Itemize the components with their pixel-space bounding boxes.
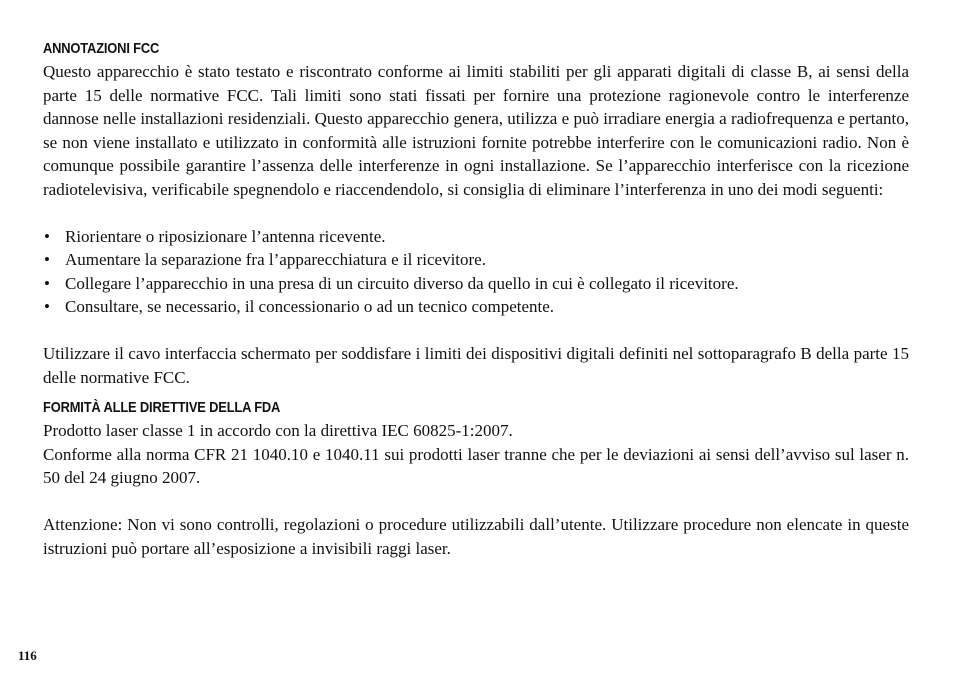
list-item xyxy=(43,225,909,249)
list-item xyxy=(43,295,909,319)
fda-line-1: Prodotto laser classe 1 in accordo con la direttiva IEC 60825-1:2007. xyxy=(43,421,513,440)
bullet-icon: • xyxy=(44,250,50,269)
list-item-text: Consultare, se necessario, il concessionario o ad un tecnico competente. xyxy=(65,297,555,316)
spacer xyxy=(43,389,909,397)
fda-line-2: Conforme alla norma CFR 21 1040.10 e 1040.11 sui prodotti laser tranne che per le deviazioni ai sensi dell’avviso sul laser n. 50 del 24 giugno 2007. xyxy=(43,444,909,487)
list-item xyxy=(43,248,909,272)
bullet-icon: • xyxy=(44,226,50,246)
document-body xyxy=(43,38,909,560)
bullet-icon: • xyxy=(44,273,50,293)
spacer xyxy=(43,201,909,225)
bullet-icon: • xyxy=(44,297,50,316)
fcc-closing-paragraph: Utilizzare il cavo interfaccia schermato per soddisfare i limiti dei dispositivi digitali definiti nel sottoparagrafo B della parte 15 delle normative FCC. xyxy=(43,344,909,387)
list-item-text: Collegare l’apparecchio in una presa di un circuito diverso da quello in cui è collegato il ricevitore. xyxy=(65,273,739,293)
fda-warning: Attenzione: Non vi sono controlli, regolazioni o procedure utilizzabili dall’utente. Utilizzare procedure non elencate in queste istruzioni può portare all’esposizione a invisibili raggi laser. xyxy=(43,515,909,558)
spacer xyxy=(43,490,909,514)
list-item xyxy=(43,272,909,296)
page-number: 116 xyxy=(18,648,37,663)
fcc-paragraph: Questo apparecchio è stato testato e riscontrato conforme ai limiti stabiliti per gli apparati digitali di classe B, ai sensi della parte 15 delle normative FCC. Tali limiti sono stati fissati per fornire una protezione ragionevole contro le interferenze dannose nelle installazioni residenziali. Questo apparecchio genera, utilizza e può irradiare energia a radiofrequenza e pertanto, se non viene installato e utilizzato in conformità alle istruzioni fornite potrebbe interferire con le comunicazioni radio. Non è comunque possibile garantire l’assenza delle interferenze in ogni installazione. Se l’apparecchio interferisce con la ricezione radiotelevisiva, verificabile spegnendolo e riaccendendolo, si consiglia di eliminare l’interferenza in uno dei modi seguenti: xyxy=(43,62,909,199)
fcc-heading: ANNOTAZIONI FCC xyxy=(43,40,160,57)
fcc-bullet-list xyxy=(43,225,909,319)
list-item-text: Riorientare o riposizionare l’antenna ricevente. xyxy=(65,226,386,246)
spacer xyxy=(43,319,909,343)
list-item-text: Aumentare la separazione fra l’apparecchiatura e il ricevitore. xyxy=(65,250,486,269)
fda-heading: FORMITÀ ALLE DIRETTIVE DELLA FDA xyxy=(43,399,281,416)
